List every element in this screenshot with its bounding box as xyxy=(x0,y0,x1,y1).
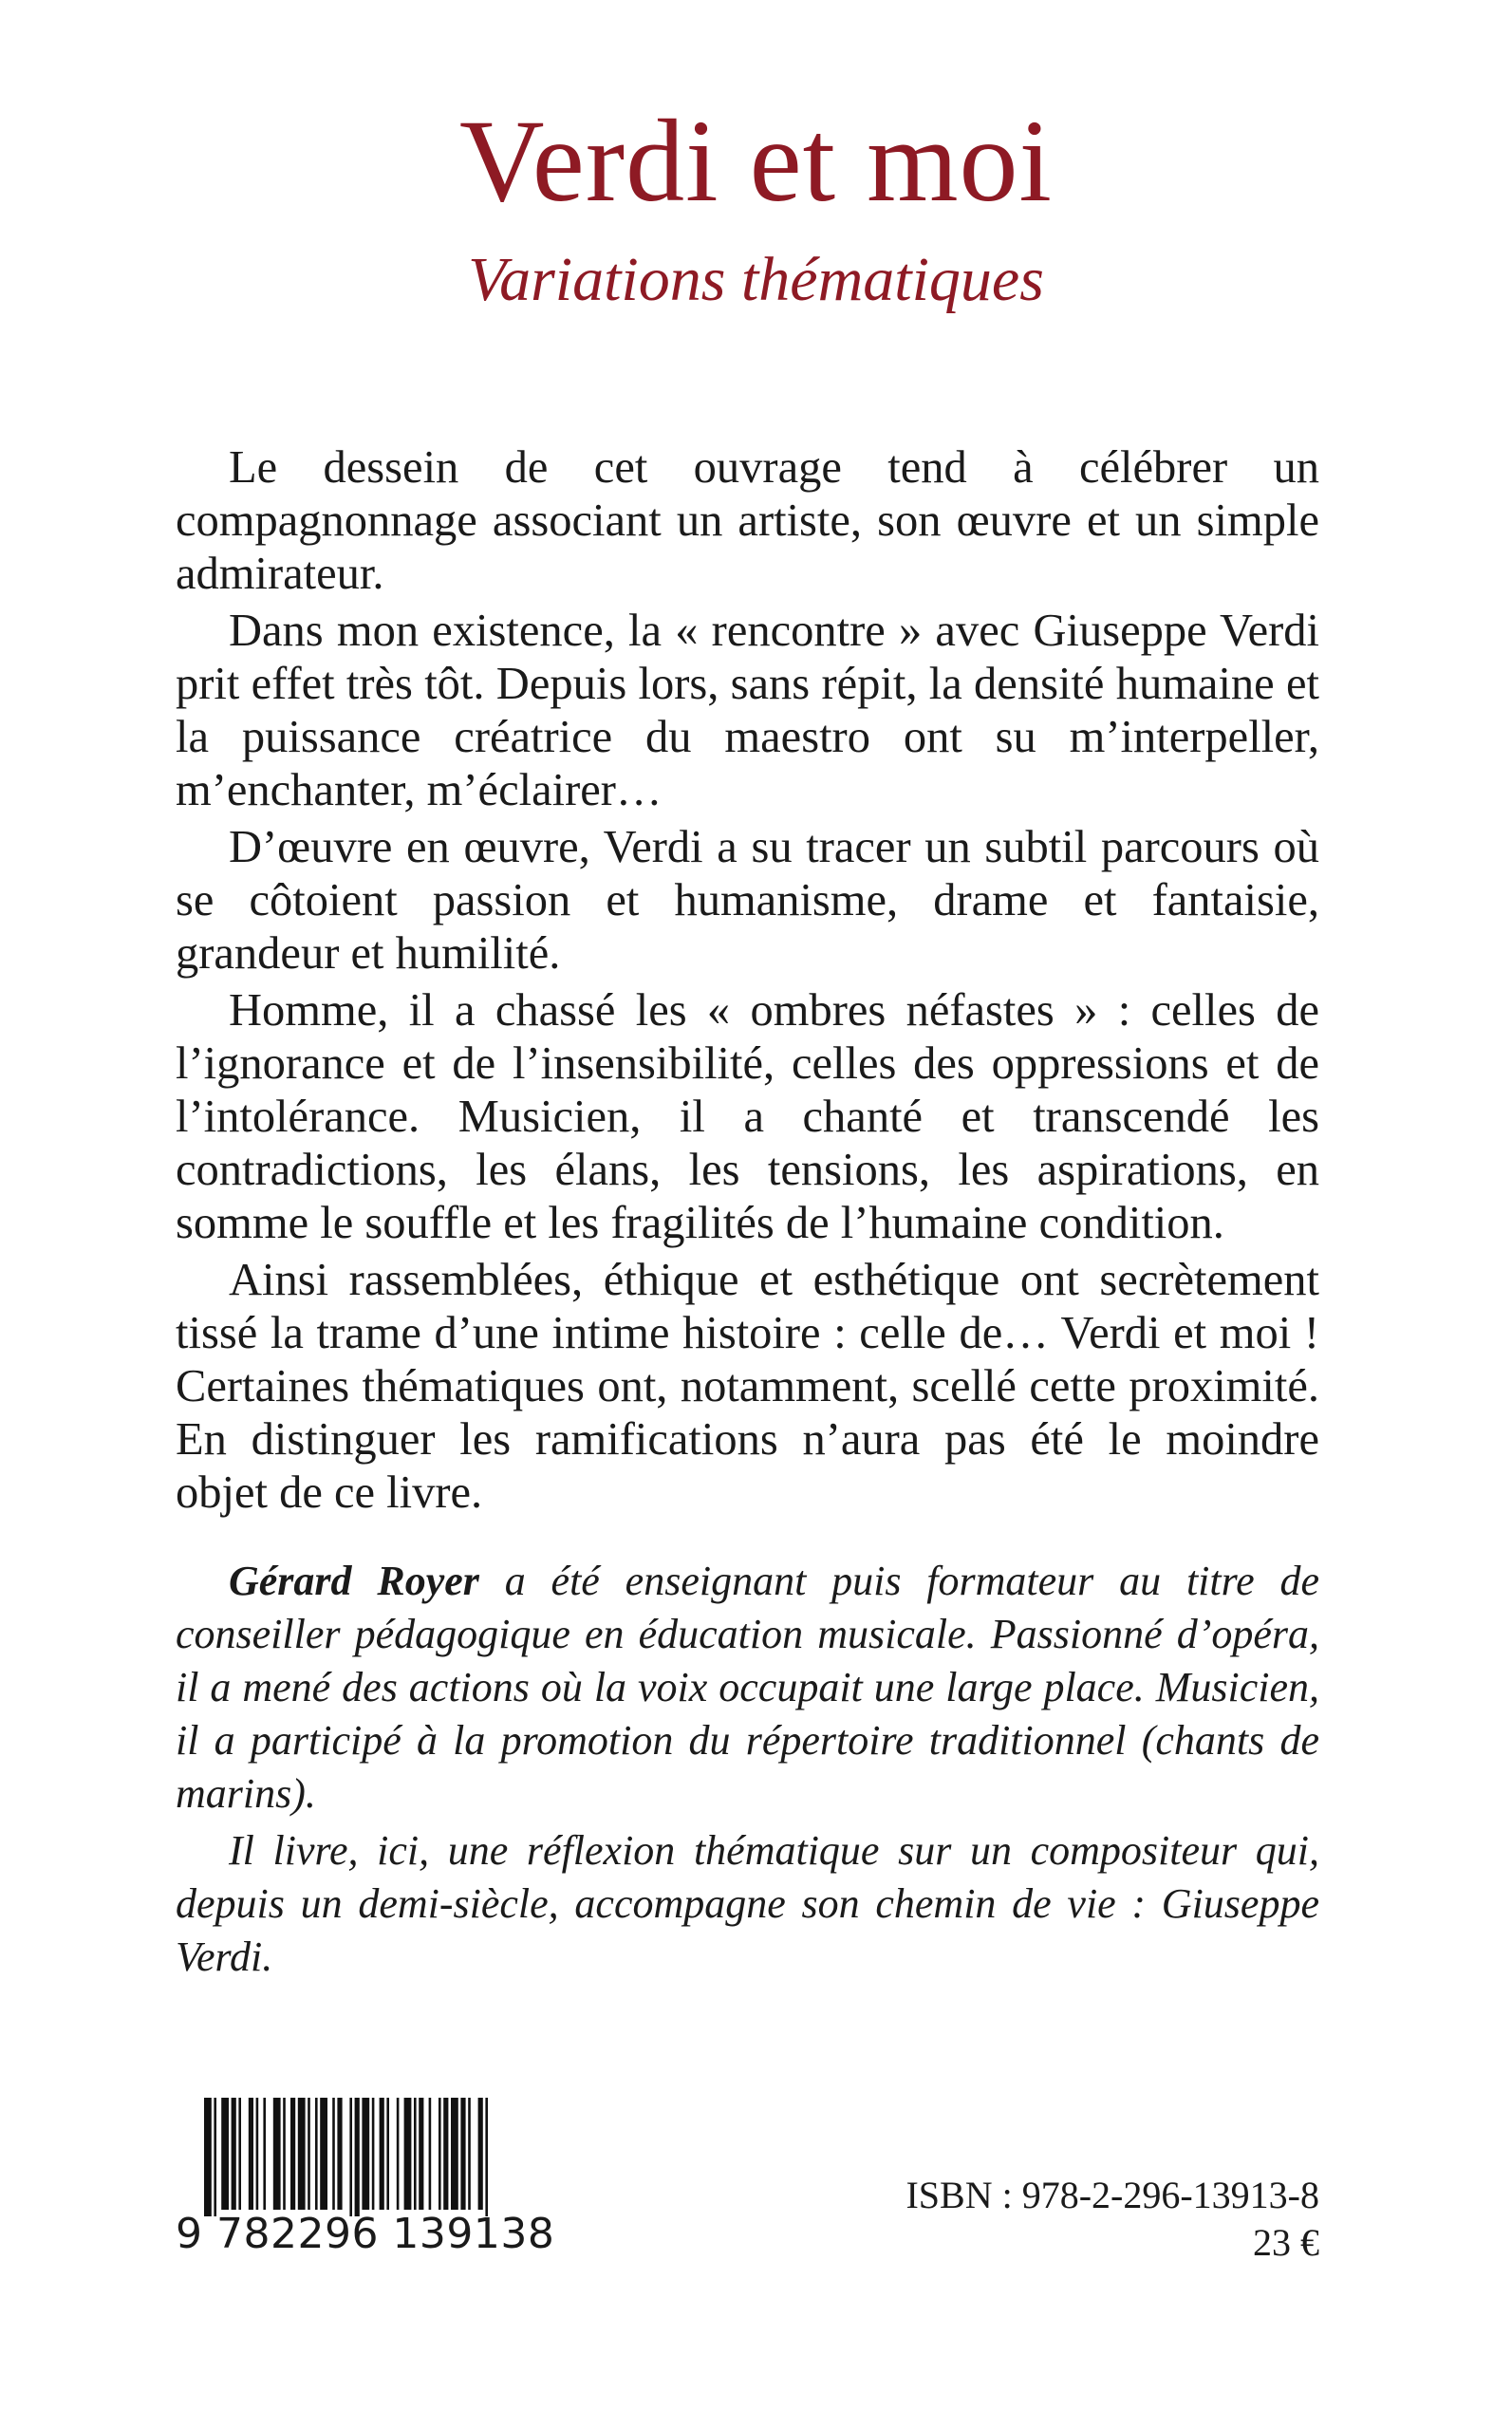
barcode-bar xyxy=(404,2098,412,2210)
barcode-bar xyxy=(320,2098,327,2210)
barcode-bar xyxy=(485,2098,488,2216)
barcode-bar xyxy=(355,2098,360,2216)
barcode-bar xyxy=(204,2098,212,2216)
barcode-bar xyxy=(238,2098,241,2210)
isbn: ISBN : 978-2-296-13913-8 xyxy=(905,2174,1319,2216)
barcode-bar xyxy=(332,2098,335,2210)
bio-paragraph: Il livre, ici, une réflexion thématique sur un compositeur qui, depuis un demi-siècle, accompagne son chemin de vie : Giuseppe Verdi. xyxy=(176,1827,1319,1980)
barcode-digits: 9 782296 139138 xyxy=(176,2210,555,2258)
summary-text xyxy=(176,441,1319,1523)
summary-paragraph: Dans mon existence, la « rencontre » avec Giuseppe Verdi prit effet très tôt. Depuis lors, sans répit, la densité humaine et la puissance créatrice du maestro ont su m’interpeller, m’enchanter, m’éclairer… xyxy=(176,606,1319,815)
bio-paragraph xyxy=(176,1555,1319,1821)
barcode-bar xyxy=(337,2098,342,2210)
barcode-bar xyxy=(443,2098,448,2210)
summary-paragraph: D’œuvre en œuvre, Verdi a su tracer un subtil parcours où se côtoient passion et humanisme, drame et fantaisie, grandeur et humilité. xyxy=(176,822,1319,979)
barcode-bar xyxy=(429,2098,432,2210)
barcode-bar xyxy=(256,2098,259,2210)
barcode-bar xyxy=(349,2098,352,2216)
barcode-bar xyxy=(214,2098,216,2216)
barcode-bar xyxy=(283,2098,286,2210)
barcode-bar xyxy=(221,2098,229,2210)
barcode-bar xyxy=(362,2098,369,2210)
book-title: Verdi et moi xyxy=(459,96,1053,226)
barcode-bar xyxy=(273,2098,281,2210)
barcode-bars-icon xyxy=(176,2098,546,2216)
barcode-bar xyxy=(372,2098,375,2210)
barcode xyxy=(176,2098,555,2258)
book-subtitle: Variations thématiques xyxy=(468,245,1044,314)
barcode-bar xyxy=(298,2098,306,2210)
barcode-bar xyxy=(478,2098,483,2210)
price: 23 € xyxy=(1253,2221,1319,2264)
barcode-bar xyxy=(386,2098,389,2210)
barcode-bar xyxy=(290,2098,295,2210)
barcode-bar xyxy=(315,2098,318,2210)
author-bio xyxy=(176,1555,1319,1988)
barcode-bar xyxy=(232,2098,236,2210)
barcode-bar xyxy=(263,2098,266,2210)
barcode-bar xyxy=(468,2098,471,2210)
barcode-bar xyxy=(419,2098,423,2210)
barcode-bar xyxy=(380,2098,384,2210)
summary-paragraph: Ainsi rassemblées, éthique et esthétique ont secrètement tissé la trame d’une intime histoire : celle de… Verdi et moi ! Certaines thématiques ont, notamment, scellé cette proximité. En distinguer les ramifications n’aura pas été le moindre objet de ce livre. xyxy=(176,1255,1319,1518)
barcode-bar xyxy=(460,2098,465,2210)
barcode-bar xyxy=(249,2098,253,2210)
barcode-bar xyxy=(308,2098,310,2210)
barcode-bar xyxy=(414,2098,417,2210)
author-name: Gérard Royer xyxy=(229,1558,479,1604)
summary-paragraph: Homme, il a chassé les « ombres néfastes » : celles de l’ignorance et de l’insensibilité, celles des oppressions et de l’intolérance. Musicien, il a chanté et transcendé les contradictions, les élans, les tensions, les aspirations, en somme le souffle et les fragilités de l’humaine condition. xyxy=(176,985,1319,1248)
bio-text: a été enseignant puis formateur au titre de conseiller pédagogique en éducation musicale. Passionné d’opéra, il a mené des actions où la voix occupait une large place. Musicien, il a participé à la promotion du répertoire traditionnel (chants de marins). xyxy=(176,1558,1319,1817)
barcode-bar xyxy=(439,2098,441,2210)
barcode-bar xyxy=(451,2098,458,2210)
barcode-bar xyxy=(397,2098,400,2210)
summary-paragraph: Le dessein de cet ouvrage tend à célébrer un compagnonnage associant un artiste, son œuvre et un simple admirateur. xyxy=(176,442,1319,599)
